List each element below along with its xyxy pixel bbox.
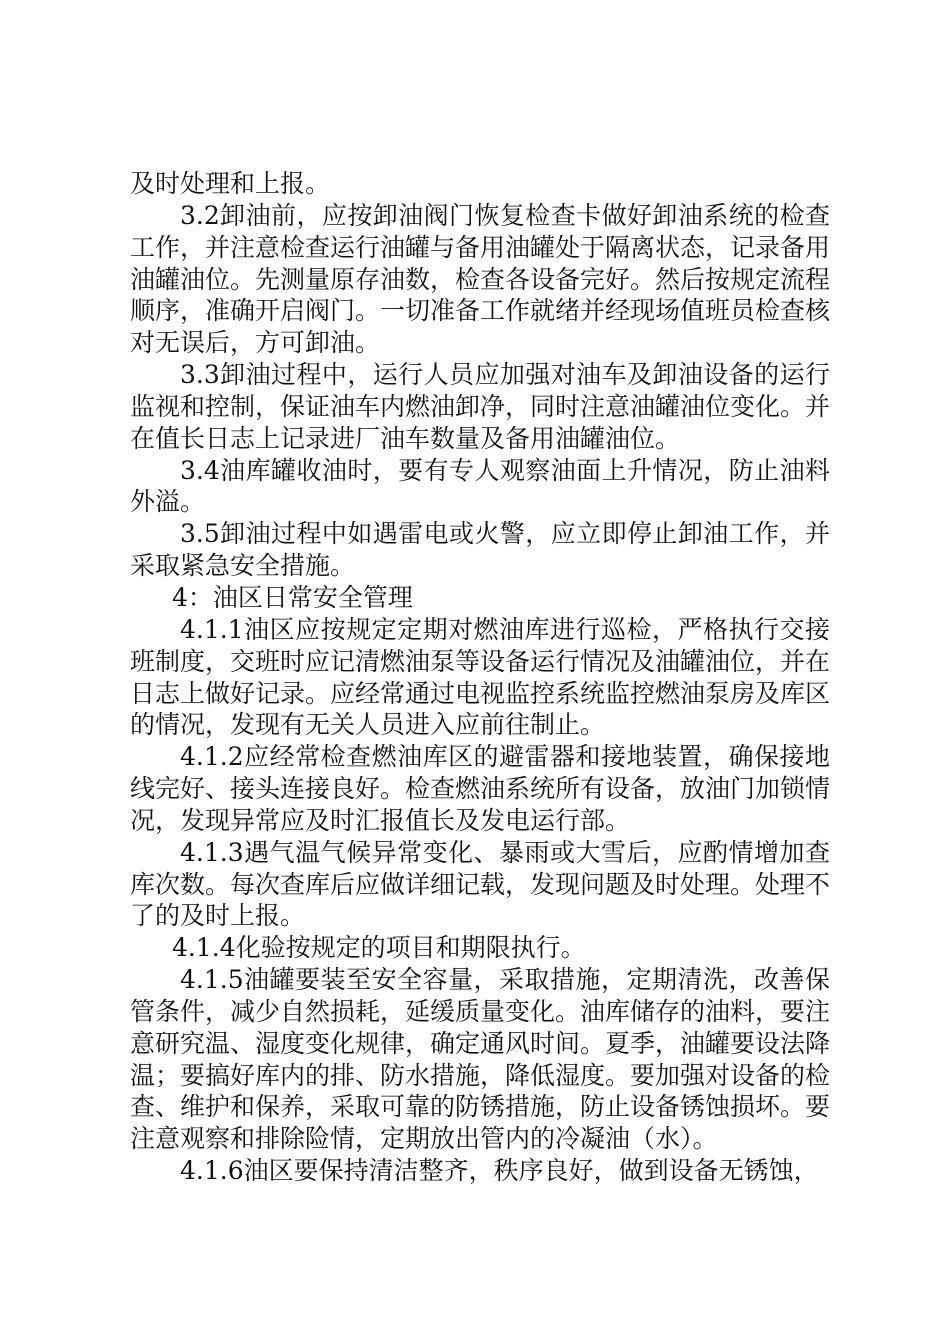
paragraph-4-1-4: 4.1.4化验按规定的项目和期限执行。	[172, 933, 586, 963]
paragraph-4-1-6: 4.1.6油区要保持清洁整齐，秩序良好，做到设备无锈蚀，	[180, 1156, 819, 1186]
paragraph-3-4: 3.4油库罐收油时，要有专人观察油面上升情况，防止油料外溢。	[130, 455, 830, 517]
document-body	[130, 168, 830, 1187]
paragraph-4-1-1: 4.1.1油区应按规定定期对燃油库进行巡检，严格执行交接班制度，交班时应记清燃油泵等设备运行情况及油罐油位，并在日志上做好记录。应经常通过电视监控系统监控燃油泵房及库区的情况，发现有无关人员进入应前往制止。	[130, 614, 831, 740]
paragraph-4-1-5: 4.1.5油罐要装至安全容量，采取措施，定期清洗，改善保管条件，减少自然损耗，延缓质量变化。油库储存的油料，要注意研究温、湿度变化规律，确定通风时间。夏季，油罐要设法降温；要搞好库内的排、防水措施，降低湿度。要加强对设备的检查、维护和保养，采取可靠的防锈措施，防止设备锈蚀损坏。要注意观察和排除险情，定期放出管内的冷凝油（水）。	[130, 965, 831, 1154]
paragraph-3-5: 3.5卸油过程中如遇雷电或火警，应立即停止卸油工作，并采取紧急安全措施。	[130, 519, 830, 581]
paragraph-4-1-3: 4.1.3遇气温气候异常变化、暴雨或大雪后，应酌情增加查库次数。每次查库后应做详细记载，发现问题及时处理。处理不了的及时上报。	[130, 837, 831, 931]
paragraph-3-2: 3.2卸油前，应按卸油阀门恢复检查卡做好卸油系统的检查工作，并注意检查运行油罐与备用油罐处于隔离状态，记录备用油罐油位。先测量原存油数，检查各设备完好。然后按规定流程顺序，准确开启阀门。一切准备工作就绪并经现场值班员检查核对无误后，方可卸油。	[130, 200, 831, 358]
paragraph-4-1-2: 4.1.2应经常检查燃油库区的避雷器和接地装置，确保接地线完好、接头连接良好。检查燃油系统所有设备，放油门加锁情况，发现异常应及时汇报值长及发电运行部。	[130, 742, 831, 835]
section-heading-4: 4：油区日常安全管理	[172, 582, 413, 612]
paragraph-3-3: 3.3卸油过程中，运行人员应加强对油车及卸油设备的运行监视和控制，保证油车内燃油卸净，同时注意油罐油位变化。并在值长日志上记录进厂油车数量及备用油罐油位。	[130, 360, 831, 453]
paragraph-continuation: 及时处理和上报。	[130, 169, 331, 198]
